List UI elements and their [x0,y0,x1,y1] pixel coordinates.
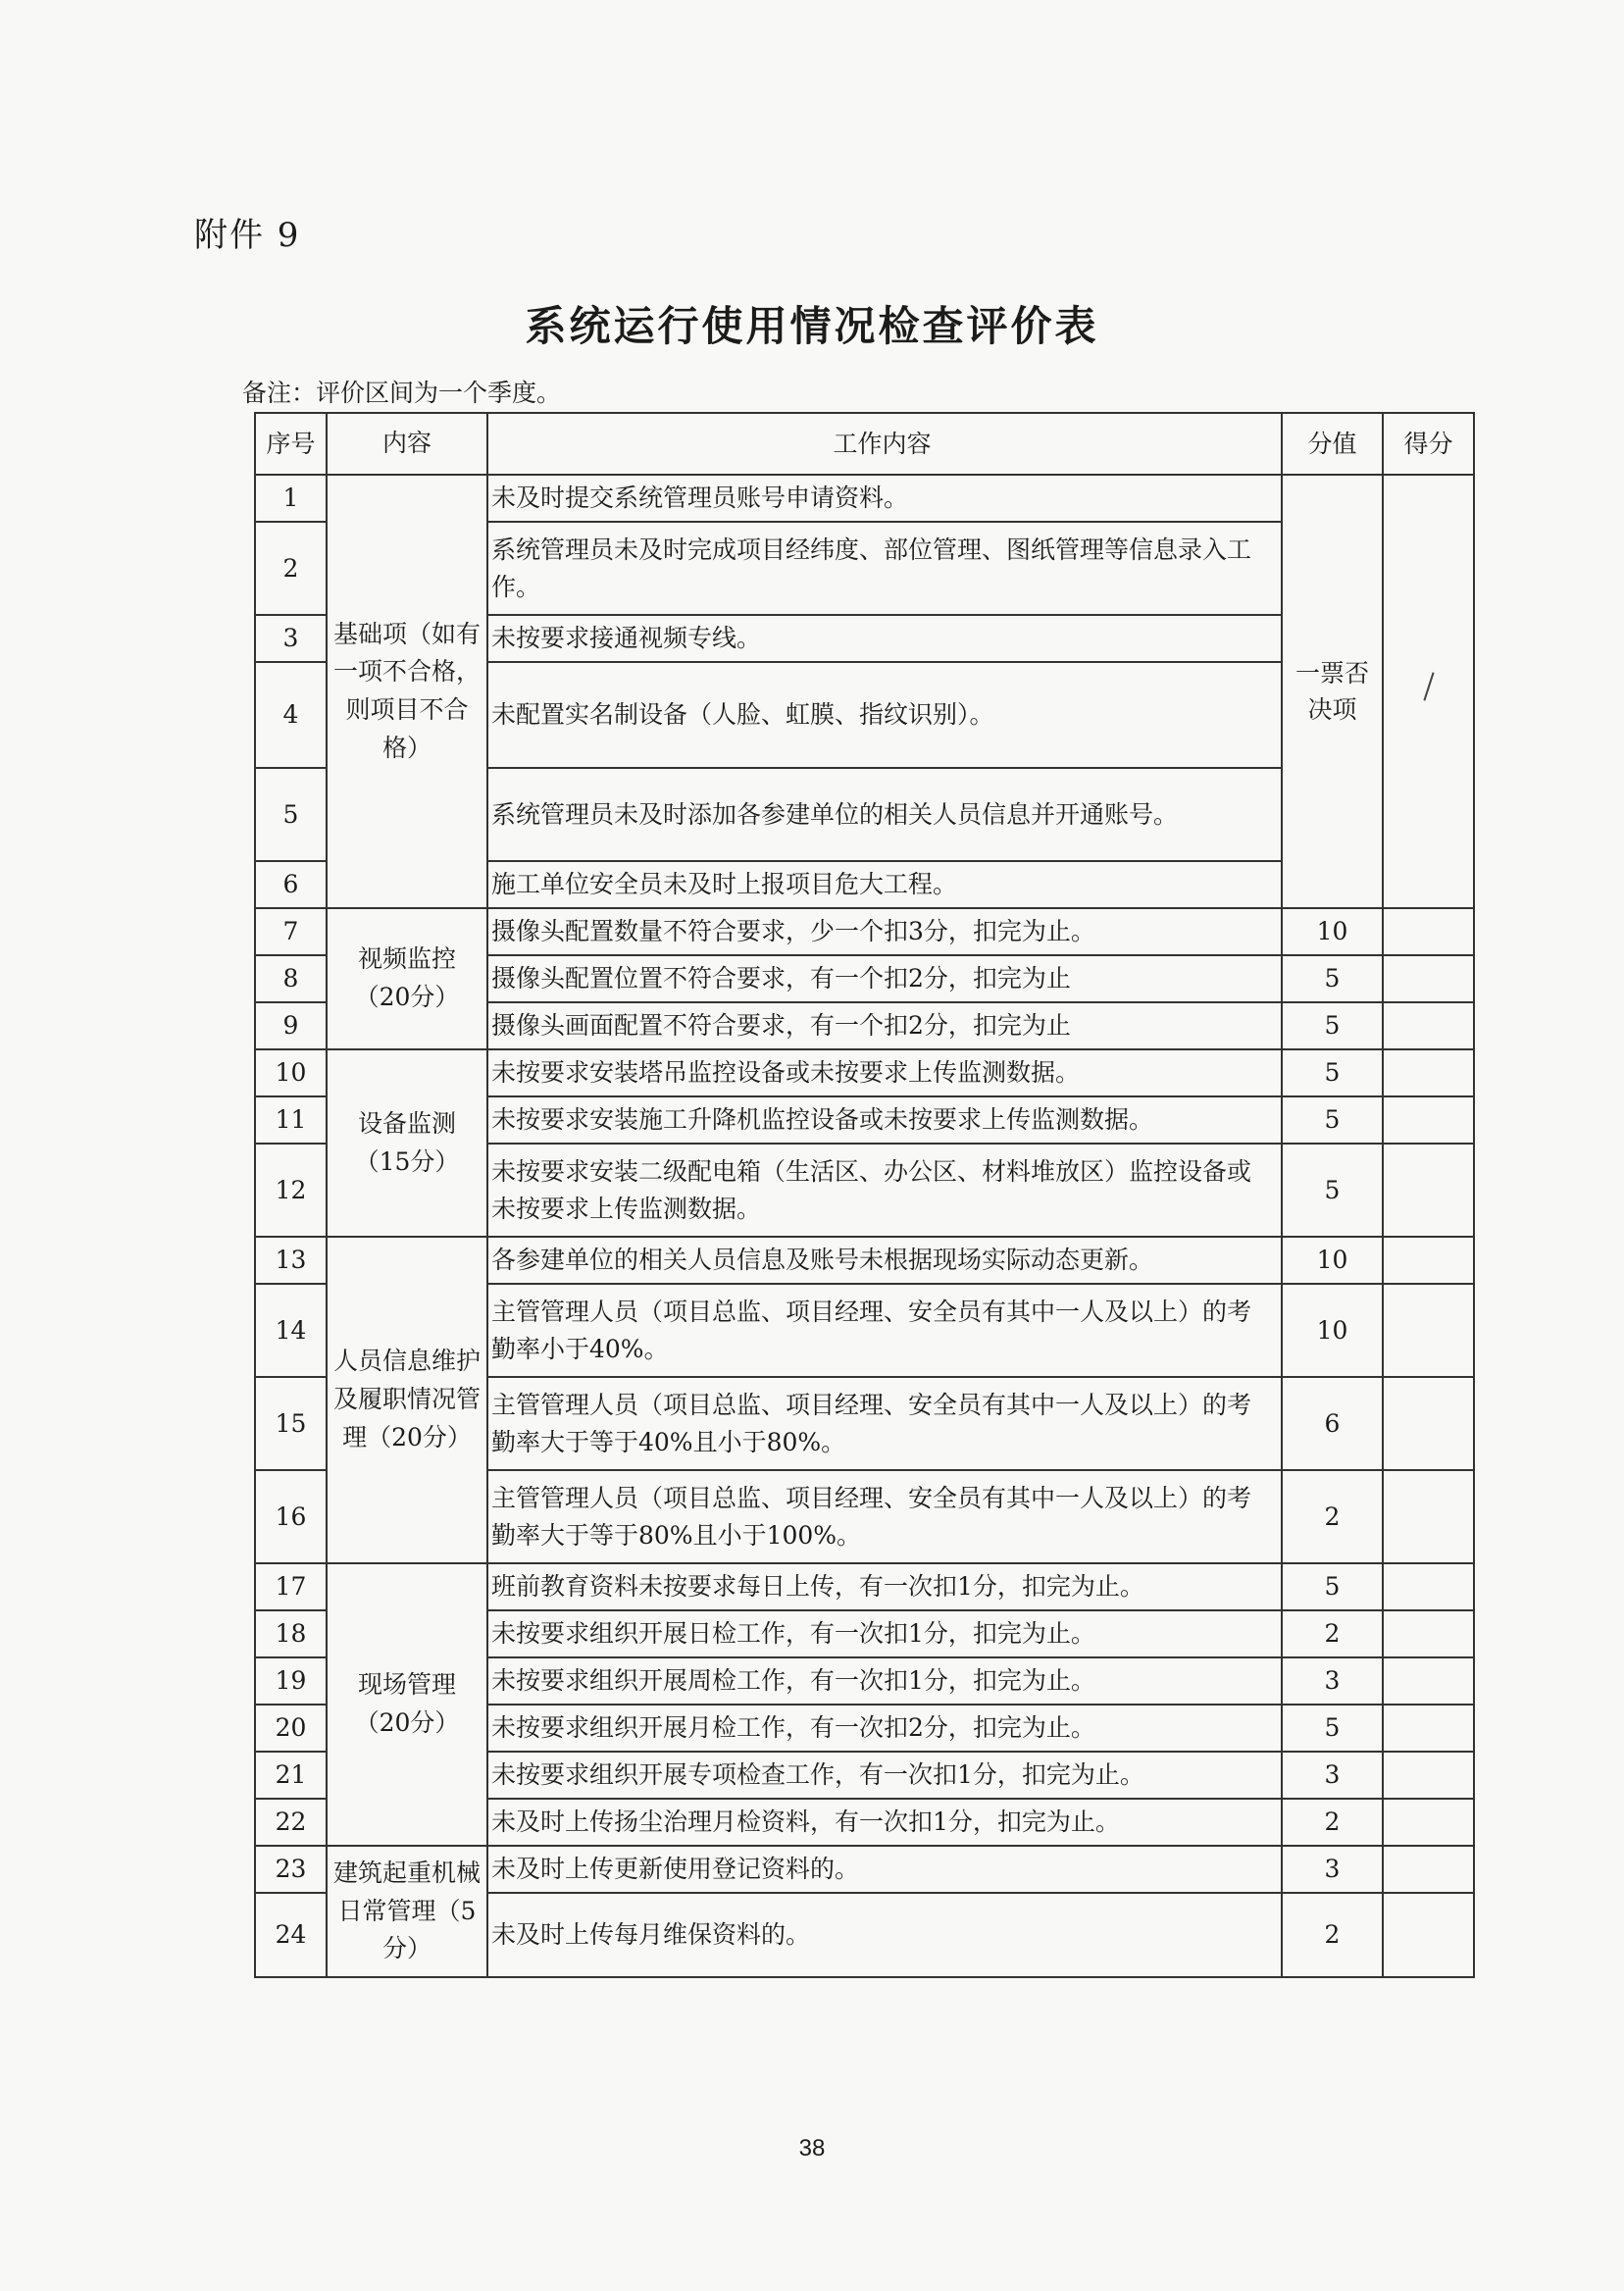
score-cell: 5 [1282,1049,1383,1096]
row-number: 10 [255,1049,327,1096]
row-number: 23 [255,1846,327,1893]
table-row [255,1049,1474,1096]
score-cell: 5 [1282,1144,1383,1237]
work-content: 未按要求安装二级配电箱（生活区、办公区、材料堆放区）监控设备或未按要求上传监测数据。 [487,1144,1282,1237]
work-content: 施工单位安全员未及时上报项目危大工程。 [487,861,1282,908]
obtained-cell [1383,1563,1474,1610]
header-obtained: 得分 [1383,413,1474,475]
evaluation-table [254,412,1475,1978]
score-cell: 5 [1282,1705,1383,1752]
row-number: 16 [255,1470,327,1563]
row-number: 15 [255,1377,327,1470]
category-cell: 现场管理（20分） [327,1563,487,1846]
score-cell: 10 [1282,1284,1383,1377]
row-number: 5 [255,768,327,861]
table-row [255,475,1474,522]
score-cell: 3 [1282,1846,1383,1893]
score-cell: 3 [1282,1752,1383,1799]
score-cell: 10 [1282,1237,1383,1284]
row-number: 19 [255,1657,327,1705]
row-number: 20 [255,1705,327,1752]
score-cell: 5 [1282,1002,1383,1049]
obtained-cell [1383,1002,1474,1049]
work-content: 系统管理员未及时完成项目经纬度、部位管理、图纸管理等信息录入工作。 [487,522,1282,615]
work-content: 未及时上传扬尘治理月检资料，有一次扣1分，扣完为止。 [487,1799,1282,1846]
work-content: 未按要求接通视频专线。 [487,615,1282,662]
obtained-cell [1383,1237,1474,1284]
obtained-cell [1383,1893,1474,1977]
obtained-cell [1383,475,1474,908]
row-number: 11 [255,1096,327,1144]
work-content: 未按要求组织开展专项检查工作，有一次扣1分，扣完为止。 [487,1752,1282,1799]
row-number: 6 [255,861,327,908]
obtained-cell [1383,955,1474,1002]
category-cell: 设备监测（15分） [327,1049,487,1237]
score-cell: 2 [1282,1610,1383,1657]
work-content: 未配置实名制设备（人脸、虹膜、指纹识别）。 [487,662,1282,768]
category-cell: 基础项（如有一项不合格，则项目不合格） [327,475,487,908]
obtained-cell [1383,1846,1474,1893]
obtained-cell [1383,1610,1474,1657]
work-content: 摄像头画面配置不符合要求，有一个扣2分，扣完为止 [487,1002,1282,1049]
attachment-label: 附件 9 [194,216,301,255]
obtained-cell [1383,1049,1474,1096]
row-number: 24 [255,1893,327,1977]
table-row [255,1237,1474,1284]
table-row [255,908,1474,955]
score-cell: 10 [1282,908,1383,955]
work-content: 未按要求安装施工升降机监控设备或未按要求上传监测数据。 [487,1096,1282,1144]
row-number: 22 [255,1799,327,1846]
score-cell: 一票否决项 [1282,475,1383,908]
obtained-cell [1383,1144,1474,1237]
header-work-content: 工作内容 [487,413,1282,475]
header-score: 分值 [1282,413,1383,475]
row-number: 7 [255,908,327,955]
work-content: 摄像头配置位置不符合要求，有一个扣2分，扣完为止 [487,955,1282,1002]
category-cell: 视频监控（20分） [327,908,487,1049]
category-cell: 人员信息维护及履职情况管理（20分） [327,1237,487,1563]
row-number: 4 [255,662,327,768]
work-content: 未及时上传每月维保资料的。 [487,1893,1282,1977]
work-content: 主管管理人员（项目总监、项目经理、安全员有其中一人及以上）的考勤率小于40%。 [487,1284,1282,1377]
table-header-row [255,413,1474,475]
obtained-cell [1383,1470,1474,1563]
table-row [255,1846,1474,1893]
work-content: 班前教育资料未按要求每日上传，有一次扣1分，扣完为止。 [487,1563,1282,1610]
row-number: 13 [255,1237,327,1284]
score-cell: 2 [1282,1893,1383,1977]
work-content: 未按要求组织开展月检工作，有一次扣2分，扣完为止。 [487,1705,1282,1752]
work-content: 主管管理人员（项目总监、项目经理、安全员有其中一人及以上）的考勤率大于等于40%且小于80%。 [487,1377,1282,1470]
obtained-cell [1383,1657,1474,1705]
row-number: 14 [255,1284,327,1377]
row-number: 2 [255,522,327,615]
row-number: 1 [255,475,327,522]
obtained-cell [1383,908,1474,955]
work-content: 未及时提交系统管理员账号申请资料。 [487,475,1282,522]
row-number: 17 [255,1563,327,1610]
obtained-cell [1383,1096,1474,1144]
document-title: 系统运行使用情况检查评价表 [525,302,1099,350]
obtained-cell [1383,1799,1474,1846]
score-cell: 6 [1282,1377,1383,1470]
obtained-cell [1383,1752,1474,1799]
row-number: 9 [255,1002,327,1049]
category-cell: 建筑起重机械日常管理（5分） [327,1846,487,1977]
work-content: 未按要求组织开展日检工作，有一次扣1分，扣完为止。 [487,1610,1282,1657]
row-number: 12 [255,1144,327,1237]
slash-mark [1423,672,1434,700]
work-content: 摄像头配置数量不符合要求，少一个扣3分，扣完为止。 [487,908,1282,955]
header-number: 序号 [255,413,327,475]
score-cell: 2 [1282,1799,1383,1846]
page-number: 38 [798,2135,826,2162]
row-number: 21 [255,1752,327,1799]
work-content: 主管管理人员（项目总监、项目经理、安全员有其中一人及以上）的考勤率大于等于80%且小于100%。 [487,1470,1282,1563]
obtained-cell [1383,1377,1474,1470]
header-content: 内容 [327,413,487,475]
remark-note: 备注：评价区间为一个季度。 [242,379,562,407]
row-number: 3 [255,615,327,662]
work-content: 未按要求组织开展周检工作，有一次扣1分，扣完为止。 [487,1657,1282,1705]
score-cell: 2 [1282,1470,1383,1563]
work-content: 系统管理员未及时添加各参建单位的相关人员信息并开通账号。 [487,768,1282,861]
row-number: 18 [255,1610,327,1657]
work-content: 未及时上传更新使用登记资料的。 [487,1846,1282,1893]
score-cell: 5 [1282,1563,1383,1610]
work-content: 各参建单位的相关人员信息及账号未根据现场实际动态更新。 [487,1237,1282,1284]
obtained-cell [1383,1284,1474,1377]
row-number: 8 [255,955,327,1002]
score-cell: 5 [1282,1096,1383,1144]
score-cell: 5 [1282,955,1383,1002]
obtained-cell [1383,1705,1474,1752]
table-row [255,1563,1474,1610]
score-cell: 3 [1282,1657,1383,1705]
work-content: 未按要求安装塔吊监控设备或未按要求上传监测数据。 [487,1049,1282,1096]
